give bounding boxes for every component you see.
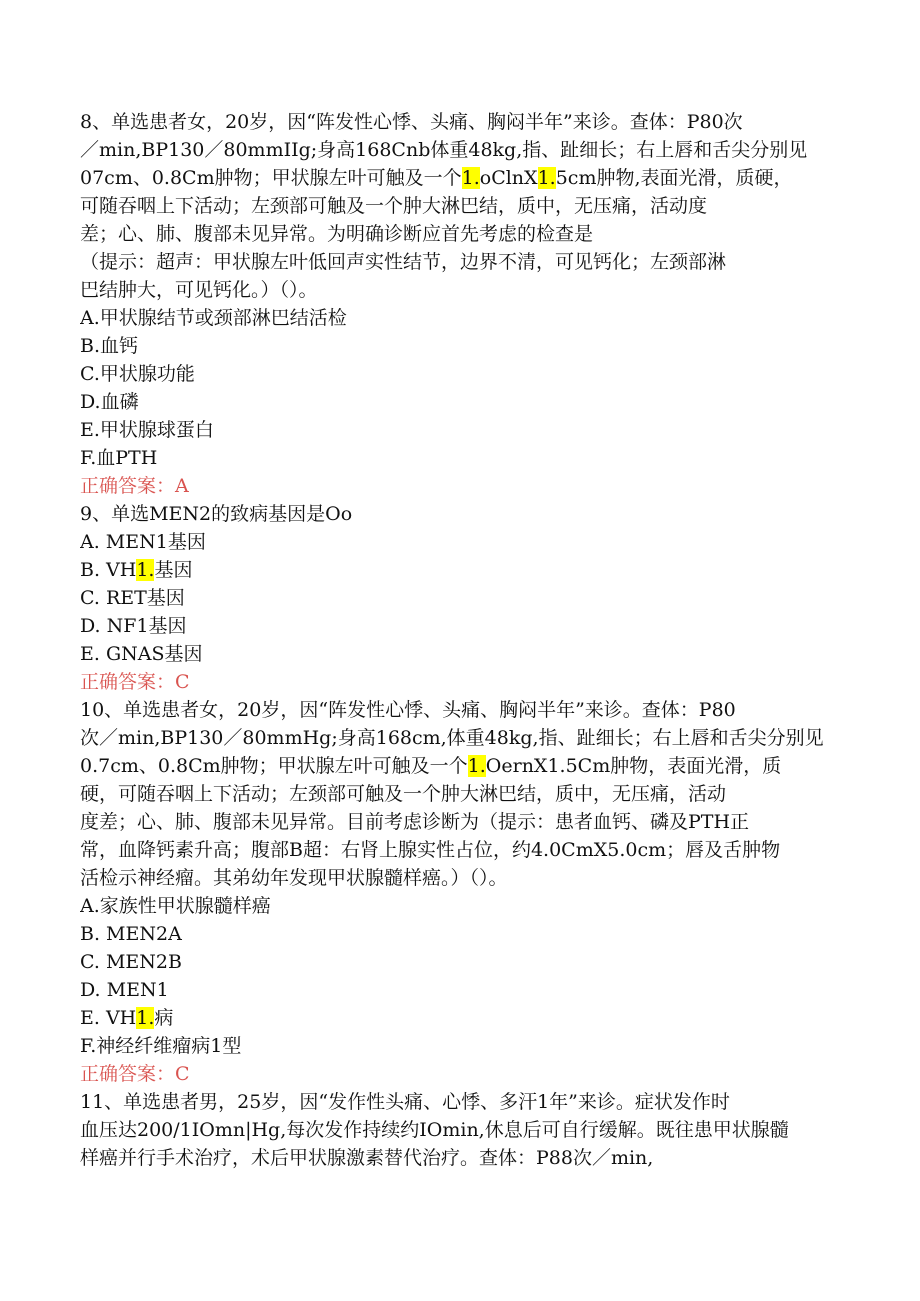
text-run: 常，血降钙素升高；腹部B超：右肾上腺实性占位，约4.0CmX5.0cm；唇及舌肿物 bbox=[80, 839, 781, 861]
text-run: 0.7cm、0.8Cm肿物；甲状腺左叶可触及一个 bbox=[80, 755, 468, 777]
correct-answer: 正确答案：C bbox=[80, 671, 190, 693]
text-run: C. RET基因 bbox=[80, 587, 185, 609]
text-run: 10、单选患者女，20岁，因“阵发性心悸、头痛、胸闷半年”来诊。查体：P80 bbox=[80, 699, 736, 721]
answer-option bbox=[80, 304, 840, 332]
question-text-line bbox=[80, 1116, 840, 1144]
text-run: ／min,BP130／80mmIIg;身高168Cnb体重48kg,指、趾细长；右上唇和舌尖分别见 bbox=[80, 139, 808, 161]
text-run: B.血钙 bbox=[80, 335, 139, 357]
question-text-line bbox=[80, 696, 840, 724]
answer-option bbox=[80, 388, 840, 416]
correct-answer: 正确答案：C bbox=[80, 1063, 190, 1085]
answer-option bbox=[80, 612, 840, 640]
highlight-mark: 1. bbox=[461, 167, 480, 189]
text-run: 次／min,BP130／80mmHg;身高168cm,体重48kg,指、趾细长；右上唇和舌尖分别见 bbox=[80, 727, 824, 749]
text-run: oClnX bbox=[479, 167, 538, 189]
question-text-line bbox=[80, 1088, 840, 1116]
question-text-line bbox=[80, 836, 840, 864]
answer-option bbox=[80, 920, 840, 948]
question-text-line bbox=[80, 780, 840, 808]
text-run: C. MEN2B bbox=[80, 951, 182, 973]
correct-answer: 正确答案：A bbox=[80, 475, 189, 497]
text-run: E. GNAS基因 bbox=[80, 643, 203, 665]
answer-option bbox=[80, 584, 840, 612]
text-run: B. MEN2A bbox=[80, 923, 182, 945]
text-run: D.血磷 bbox=[80, 391, 139, 413]
text-run: 07cm、0.8Cm肿物；甲状腺左叶可触及一个 bbox=[80, 167, 462, 189]
text-run: 8、单选患者女，20岁，因“阵发性心悸、头痛、胸闷半年”来诊。查体：P80次 bbox=[80, 111, 743, 133]
question-text-line bbox=[80, 248, 840, 276]
question-text-line bbox=[80, 164, 840, 192]
text-run: E. VH bbox=[80, 1007, 137, 1029]
text-run: F.血PTH bbox=[80, 447, 158, 469]
question-text-line bbox=[80, 108, 840, 136]
question-text-line bbox=[80, 136, 840, 164]
text-run: 5cm肿物,表面光滑，质硬， bbox=[555, 167, 793, 189]
highlight-mark: 1. bbox=[136, 1007, 155, 1029]
highlight-mark: 1. bbox=[537, 167, 556, 189]
text-run: （提示：超声：甲状腺左叶低回声实性结节，边界不清，可见钙化；左颈部淋 bbox=[80, 251, 727, 273]
question-text-line bbox=[80, 500, 840, 528]
question-text-line bbox=[80, 724, 840, 752]
answer-option bbox=[80, 360, 840, 388]
text-run: D. NF1基因 bbox=[80, 615, 187, 637]
answer-option bbox=[80, 948, 840, 976]
question-text-line bbox=[80, 864, 840, 892]
text-run: 活检示神经瘤。其弟幼年发现甲状腺髓样癌。）（）。 bbox=[80, 867, 508, 889]
answer-option bbox=[80, 528, 840, 556]
highlight-mark: 1. bbox=[136, 559, 155, 581]
text-run: 硬，可随吞咽上下活动；左颈部可触及一个肿大淋巴结，质中，无压痛，活动 bbox=[80, 783, 727, 805]
answer-option bbox=[80, 640, 840, 668]
text-run: 病 bbox=[154, 1007, 174, 1029]
text-run: A. MEN1基因 bbox=[80, 531, 206, 553]
text-run: A.甲状腺结节或颈部淋巴结活检 bbox=[80, 307, 347, 329]
question-text-line bbox=[80, 752, 840, 780]
text-run: D. MEN1 bbox=[80, 979, 169, 1001]
answer-option bbox=[80, 1032, 840, 1060]
answer-option bbox=[80, 976, 840, 1004]
question-text-line bbox=[80, 808, 840, 836]
text-run: C.甲状腺功能 bbox=[80, 363, 195, 385]
text-run: OernX1.5Cm肿物，表面光滑，质 bbox=[485, 755, 782, 777]
text-run: 度差；心、肺、腹部未见异常。目前考虑诊断为（提示：患者血钙、磷及PTH正 bbox=[80, 811, 750, 833]
text-run: 血压达200/1IOmn|Hg,每次发作持续约IOmin,休息后可自行缓解。既往患甲状腺髓 bbox=[80, 1119, 789, 1141]
text-run: B. VH bbox=[80, 559, 137, 581]
text-run: 9、单选MEN2的致病基因是Oo bbox=[80, 503, 353, 525]
answer-option bbox=[80, 556, 840, 584]
answer-option bbox=[80, 416, 840, 444]
text-run: A.家族性甲状腺髓样癌 bbox=[80, 895, 271, 917]
answer-option bbox=[80, 1004, 840, 1032]
question-list bbox=[80, 108, 840, 1172]
text-run: 11、单选患者男，25岁，因“发作性头痛、心悸、多汗1年”来诊。症状发作时 bbox=[80, 1091, 730, 1113]
highlight-mark: 1. bbox=[467, 755, 486, 777]
text-run: 巴结肿大，可见钙化。）（）。 bbox=[80, 279, 318, 301]
question-text-line bbox=[80, 220, 840, 248]
answer-option bbox=[80, 332, 840, 360]
text-run: E.甲状腺球蛋白 bbox=[80, 419, 214, 441]
text-run: 样癌并行手术治疗，术后甲状腺激素替代治疗。查体：P88次／min, bbox=[80, 1147, 654, 1169]
text-run: F.神经纤维瘤病1型 bbox=[80, 1035, 242, 1057]
question-text-line bbox=[80, 276, 840, 304]
question-text-line bbox=[80, 192, 840, 220]
text-run: 可随吞咽上下活动；左颈部可触及一个肿大淋巴结，质中，无压痛，活动度 bbox=[80, 195, 708, 217]
answer-option bbox=[80, 444, 840, 472]
text-run: 基因 bbox=[154, 559, 193, 581]
question-text-line bbox=[80, 1144, 840, 1172]
text-run: 差；心、肺、腹部未见异常。为明确诊断应首先考虑的检查是 bbox=[80, 223, 594, 245]
answer-option bbox=[80, 892, 840, 920]
